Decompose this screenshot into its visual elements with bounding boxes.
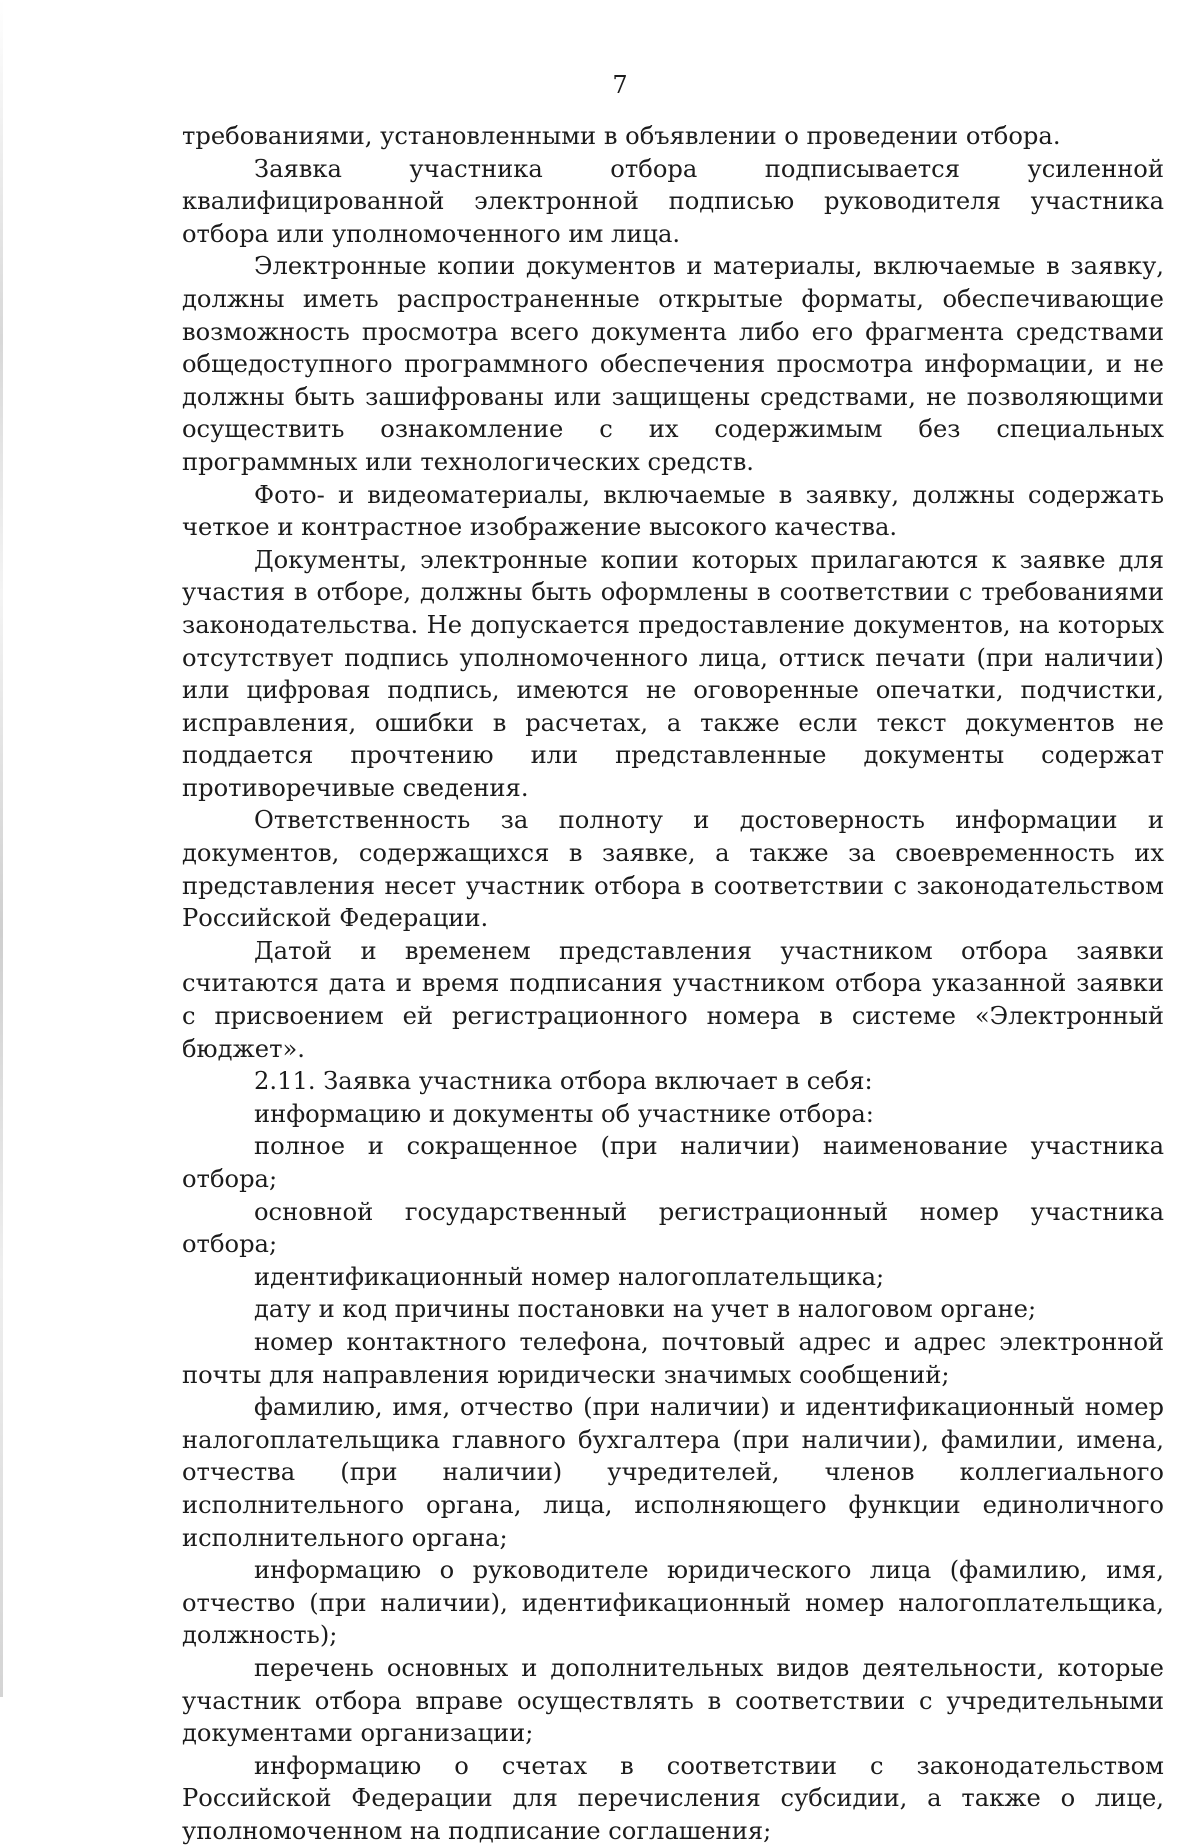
page-number: 7 [612, 71, 628, 99]
list-item: информацию о счетах в соответствии с законодательством Российской Федерации для перечисления субсидии, а также о лице, уполномоченном на подписание соглашения; [182, 1751, 1164, 1845]
list-item: информацию и документы об участнике отбора: [254, 1099, 874, 1128]
document-body [182, 120, 1164, 1847]
paragraph-section-2-11: 2.11. Заявка участника отбора включает в себя: [254, 1067, 873, 1096]
list-item: основной государственный регистрационный номер участника отбора; [182, 1197, 1164, 1259]
list-item: информацию о руководителе юридического лица (фамилию, имя, отчество (при наличии), идентификационный номер налогоплательщика, должность); [182, 1556, 1164, 1650]
list-item: фамилию, имя, отчество (при наличии) и идентификационный номер налогоплательщика главного бухгалтера (при наличии), фамилии, имена, отчества (при наличии) учредителей, членов коллегиального исполнительного органа, лица, исполняющего функции единоличного исполнительного органа; [182, 1393, 1164, 1552]
paragraph-submission-date: Датой и временем представления участником отбора заявки считаются дата и время подписания участником отбора указанной заявки с присвоением ей регистрационного номера в системе «Электронный бюджет». [182, 936, 1164, 1063]
list-item: номер контактного телефона, почтовый адрес и адрес электронной почты для направления юридически значимых сообщений; [182, 1327, 1164, 1389]
list-item: полное и сокращенное (при наличии) наименование участника отбора; [182, 1132, 1164, 1193]
list-item: перечень основных и дополнительных видов деятельности, которые участник отбора вправе осуществлять в соответствии с учредительными документами организации; [182, 1653, 1164, 1748]
paragraph-photo-video: Фото- и видеоматериалы, включаемые в заявку, должны содержать четкое и контрастное изображение высокого качества. [182, 480, 1164, 542]
paragraph-documents-requirements: Документы, электронные копии которых прилагаются к заявке для участия в отборе, должны быть оформлены в соответствии с требованиями законодательства. Не допускается предоставление документов, на которых отсутствует подпись уполномоченного лица, оттиск печати (при наличии) или цифровая подпись, имеются не оговоренные опечатки, подчистки, исправления, ошибки в расчетах, а также если текст документов не поддается прочтению или представленные документы содержат противоречивые сведения. [182, 545, 1164, 802]
scan-edge-shadow [0, 0, 3, 1697]
paragraph-responsibility: Ответственность за полноту и достоверность информации и документов, содержащихся в заявке, а также за своевременность их представления несет участник отбора в соответствии с законодательством Российской Федерации. [182, 806, 1164, 933]
paragraph-electronic-copies: Электронные копии документов и материалы, включаемые в заявку, должны иметь распространенные открытые форматы, обеспечивающие возможность просмотра всего документа либо его фрагмента средствами общедоступного программного обеспечения просмотра информации, и не должны быть зашифрованы или защищены средствами, не позволяющими осуществить ознакомление с их содержимым без специальных программных или технологических средств. [182, 252, 1164, 476]
list-item: идентификационный номер налогоплательщика; [254, 1262, 885, 1291]
paragraph-continuation: требованиями, установленными в объявлении о проведении отбора. [182, 122, 1061, 150]
list-item: дату и код причины постановки на учет в налоговом органе; [254, 1295, 1037, 1324]
paragraph-signature: Заявка участника отбора подписывается усиленной квалифицированной электронной подписью руководителя участника отбора или уполномоченного им лица. [182, 154, 1164, 248]
